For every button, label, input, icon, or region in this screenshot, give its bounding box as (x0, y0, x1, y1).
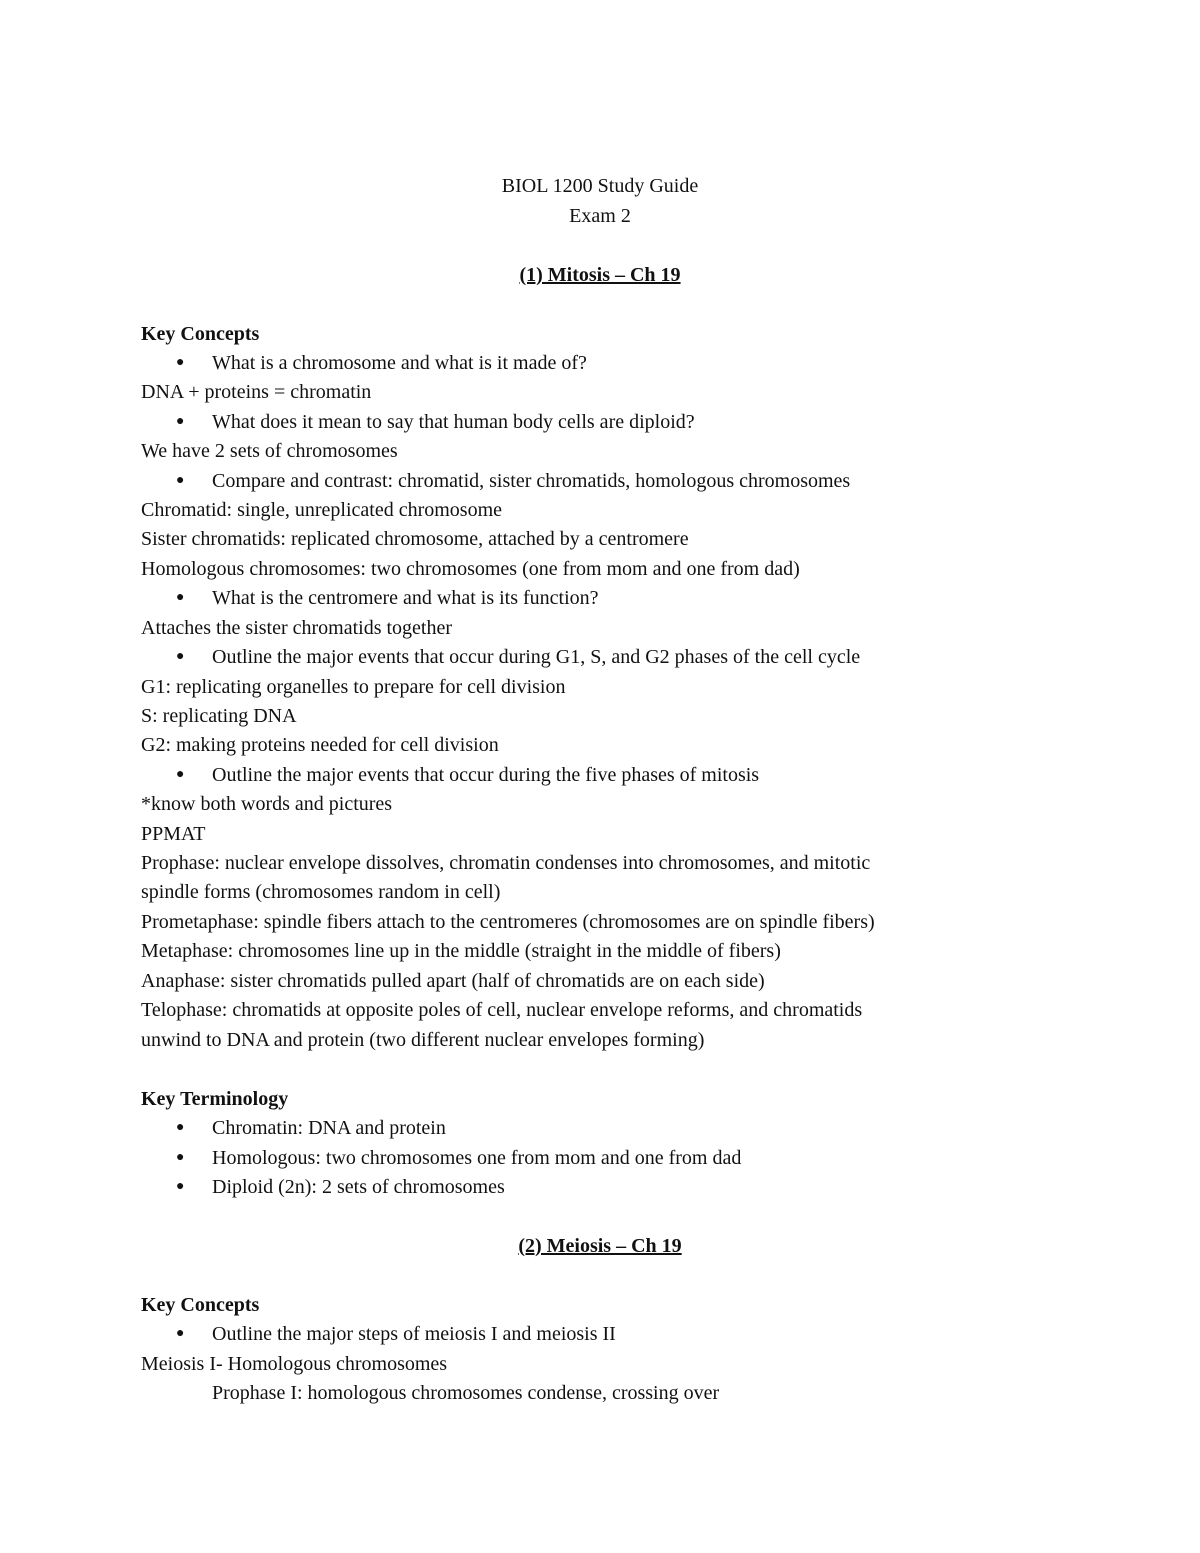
answer-text: Metaphase: chromosomes line up in the middle (straight in the middle of fibers) (141, 940, 781, 962)
bullet-dot-icon: ● (176, 1179, 185, 1194)
section-heading-mitosis: (1) Mitosis – Ch 19 (519, 264, 681, 286)
document-title: BIOL 1200 Study Guide (501, 175, 699, 197)
answer-text: spindle forms (chromosomes random in cell) (141, 881, 501, 903)
answer-text: G1: replicating organelles to prepare for cell division (141, 676, 566, 698)
answer-text: Sister chromatids: replicated chromosome, attached by a centromere (141, 528, 689, 550)
answer-text: unwind to DNA and protein (two different nuclear envelopes forming) (141, 1029, 705, 1051)
answer-text: Telophase: chromatids at opposite poles of cell, nuclear envelope reforms, and chromatids (141, 999, 863, 1021)
term-item: Homologous: two chromosomes one from mom and one from dad (212, 1147, 742, 1169)
answer-text: S: replicating DNA (141, 705, 297, 727)
answer-text: Homologous chromosomes: two chromosomes (one from mom and one from dad) (141, 558, 800, 580)
bullet-dot-icon: ● (176, 355, 185, 370)
bullet-dot-icon: ● (176, 1326, 185, 1341)
answer-text: Prometaphase: spindle fibers attach to the centromeres (chromosomes are on spindle fibers) (141, 911, 875, 933)
answer-text: DNA + proteins = chromatin (141, 381, 372, 403)
bullet-dot-icon: ● (176, 1150, 185, 1165)
answer-text: Anaphase: sister chromatids pulled apart (half of chromatids are on each side) (141, 970, 765, 992)
list-item: What does it mean to say that human body cells are diploid? (212, 411, 695, 433)
answer-text: PPMAT (141, 823, 206, 845)
answer-text: Chromatid: single, unreplicated chromosome (141, 499, 503, 521)
list-item: What is a chromosome and what is it made of? (212, 352, 587, 374)
indented-answer-text: Prophase I: homologous chromosomes condense, crossing over (212, 1382, 720, 1404)
list-item: What is the centromere and what is its function? (212, 587, 599, 609)
answer-text: Prophase: nuclear envelope dissolves, chromatin condenses into chromosomes, and mitotic (141, 852, 871, 874)
document-subtitle: Exam 2 (569, 205, 631, 227)
answer-text: *know both words and pictures (141, 793, 393, 815)
answer-text: Attaches the sister chromatids together (141, 617, 453, 639)
term-item: Chromatin: DNA and protein (212, 1117, 446, 1139)
key-terminology-heading: Key Terminology (141, 1088, 289, 1110)
list-item: Outline the major events that occur during G1, S, and G2 phases of the cell cycle (212, 646, 861, 668)
answer-text: Meiosis I- Homologous chromosomes (141, 1353, 448, 1375)
term-item: Diploid (2n): 2 sets of chromosomes (212, 1176, 505, 1198)
list-item: Compare and contrast: chromatid, sister chromatids, homologous chromosomes (212, 470, 851, 492)
section-heading-meiosis: (2) Meiosis – Ch 19 (518, 1235, 682, 1257)
answer-text: G2: making proteins needed for cell division (141, 734, 499, 756)
list-item: Outline the major steps of meiosis I and meiosis II (212, 1323, 616, 1345)
key-concepts-heading: Key Concepts (141, 323, 260, 345)
bullet-dot-icon: ● (176, 767, 185, 782)
bullet-dot-icon: ● (176, 1120, 185, 1135)
bullet-dot-icon: ● (176, 414, 185, 429)
bullet-dot-icon: ● (176, 649, 185, 664)
bullet-dot-icon: ● (176, 590, 185, 605)
list-item: Outline the major events that occur during the five phases of mitosis (212, 764, 760, 786)
bullet-dot-icon: ● (176, 473, 185, 488)
key-concepts-heading: Key Concepts (141, 1294, 260, 1316)
answer-text: We have 2 sets of chromosomes (141, 440, 398, 462)
